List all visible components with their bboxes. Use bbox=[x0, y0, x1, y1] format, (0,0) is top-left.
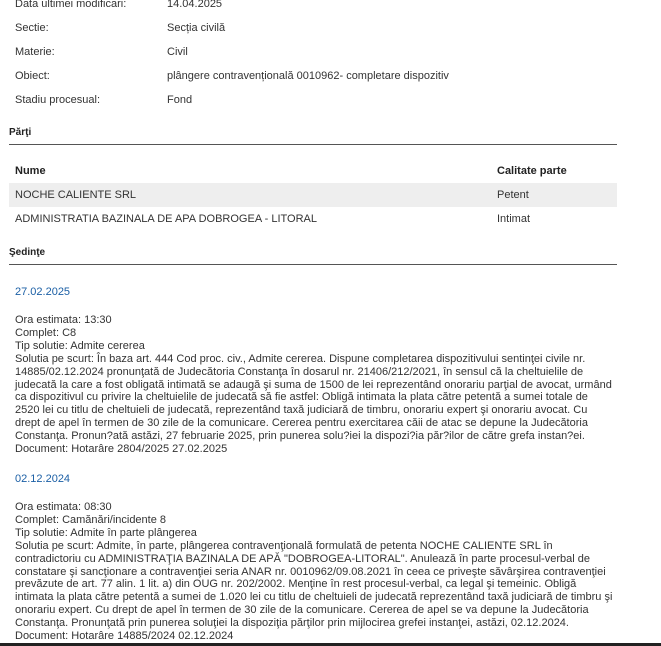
table-row bbox=[9, 183, 617, 207]
hearing-entry bbox=[15, 286, 615, 456]
hearing-panel: Complet: Camănări/incidente 8 bbox=[15, 513, 167, 526]
detail-value-subject-matter: Civil bbox=[167, 46, 188, 58]
hearing-entry bbox=[15, 473, 615, 643]
hearings-section-title: Şedinţe bbox=[9, 247, 617, 265]
parties-table-header bbox=[9, 159, 617, 183]
detail-label-subject-matter: Materie: bbox=[15, 46, 55, 58]
party-role: Petent bbox=[497, 189, 529, 201]
hearing-panel: Complet: C8 bbox=[15, 326, 77, 339]
detail-value-section: Secția civilă bbox=[167, 22, 226, 34]
detail-value-last-modified: 14.04.2025 bbox=[167, 0, 223, 10]
table-row bbox=[9, 207, 617, 231]
hearing-date: 27.02.2025 bbox=[15, 286, 71, 298]
hearing-document: Document: Hotarâre 2804/2025 27.02.2025 bbox=[15, 443, 228, 456]
detail-label-last-modified: Data ultimei modificari: bbox=[15, 0, 127, 10]
detail-label-section: Sectie: bbox=[15, 22, 49, 34]
party-name: ADMINISTRATIA BAZINALA DE APA DOBROGEA - LITORAL bbox=[15, 213, 317, 225]
party-role: Intimat bbox=[497, 213, 531, 225]
detail-label-procedural-stage: Stadiu procesual: bbox=[15, 94, 100, 106]
hearing-time: Ora estimata: 08:30 bbox=[15, 501, 112, 513]
parties-section-title: Părţi bbox=[9, 127, 617, 145]
hearing-solution-summary: Solutia pe scurt: În baza art. 444 Cod proc. civ., Admite cererea. Dispune completarea dispozitivului sentinţei civile nr. 14885/02.12.2024 pronunţată de Judecătoria Constanţa în dosarul nr. 21406/212/2021, în sensul că la cheltuielile de judecată la care a fost obligată intimată se adaugă şi suma de 1500 de lei reprezentând onorariu parţial de avocat, urmând ca dispozitivul cu privire la cheltuielile de judecată să fie astfel: Obligă intimata la plata către petentă a sumei totale de 2520 lei cu titlu de cheltuieli de judecată, reprezentând taxă judiciară de timbru, onorariu expert şi onorariu avocat. Cu drept de apel în termen de 30 zile de la comunicare. Cererea pentru exercitarea căii de atac se depune la Judecătoria Constanţa. Pronun?ată astăzi, 27 februarie 2025, prin punerea solu?iei la dispozi?ia păr?ilor de către grefa instan?ei. bbox=[15, 352, 612, 443]
hearing-time: Ora estimata: 13:30 bbox=[15, 314, 112, 326]
party-name: NOCHE CALIENTE SRL bbox=[15, 189, 137, 201]
hearing-date: 02.12.2024 bbox=[15, 473, 71, 485]
detail-label-object: Obiect: bbox=[15, 70, 50, 82]
column-header-role: Calitate parte bbox=[497, 165, 567, 177]
column-header-name: Nume bbox=[15, 165, 46, 177]
hearing-document: Document: Hotarâre 14885/2024 02.12.2024 bbox=[15, 630, 234, 643]
hearing-solution-summary: Solutia pe scurt: Admite, în parte, plângerea contravenţională formulată de petenta NOCHE CALIENTE SRL în contradictoriu cu ADMINISTRAŢIA BAZINALA DE APĂ "DOBROGEA-LITORAL". Anulează în parte procesul-verbal de constatare şi sancţionare a contravenţiei seria ANAR nr. 0010962/09.08.2021 în ceea ce priveşte săvârşirea contravenţiei prevăzute de art. 77 alin. 1 lit. a) din OUG nr. 202/2002. Menţine în rest procesul-verbal, ca legal şi temeinic. Obligă intimata la plata către petentă a sumei de 1.020 lei cu titlu de cheltuieli de judecată reprezentând taxă judiciară de timbru şi onorariu expert. Cu drept de apel în termen de 30 zile de la comunicare. Cererea de apel se va depune la Judecătoria Constanţa. Pronunţată prin punerea soluţiei la dispoziţia părţilor prin mijlocirea grefei instanţei, astăzi, 02.12.2024. bbox=[15, 539, 613, 630]
detail-value-object: plângere contravențională 0010962- completare dispozitiv bbox=[167, 70, 449, 82]
hearing-solution-type: Tip solutie: Admite în parte plângerea bbox=[15, 526, 197, 539]
hearing-solution-type: Tip solutie: Admite cererea bbox=[15, 339, 145, 352]
detail-value-procedural-stage: Fond bbox=[167, 94, 193, 106]
parties-table bbox=[9, 159, 617, 231]
